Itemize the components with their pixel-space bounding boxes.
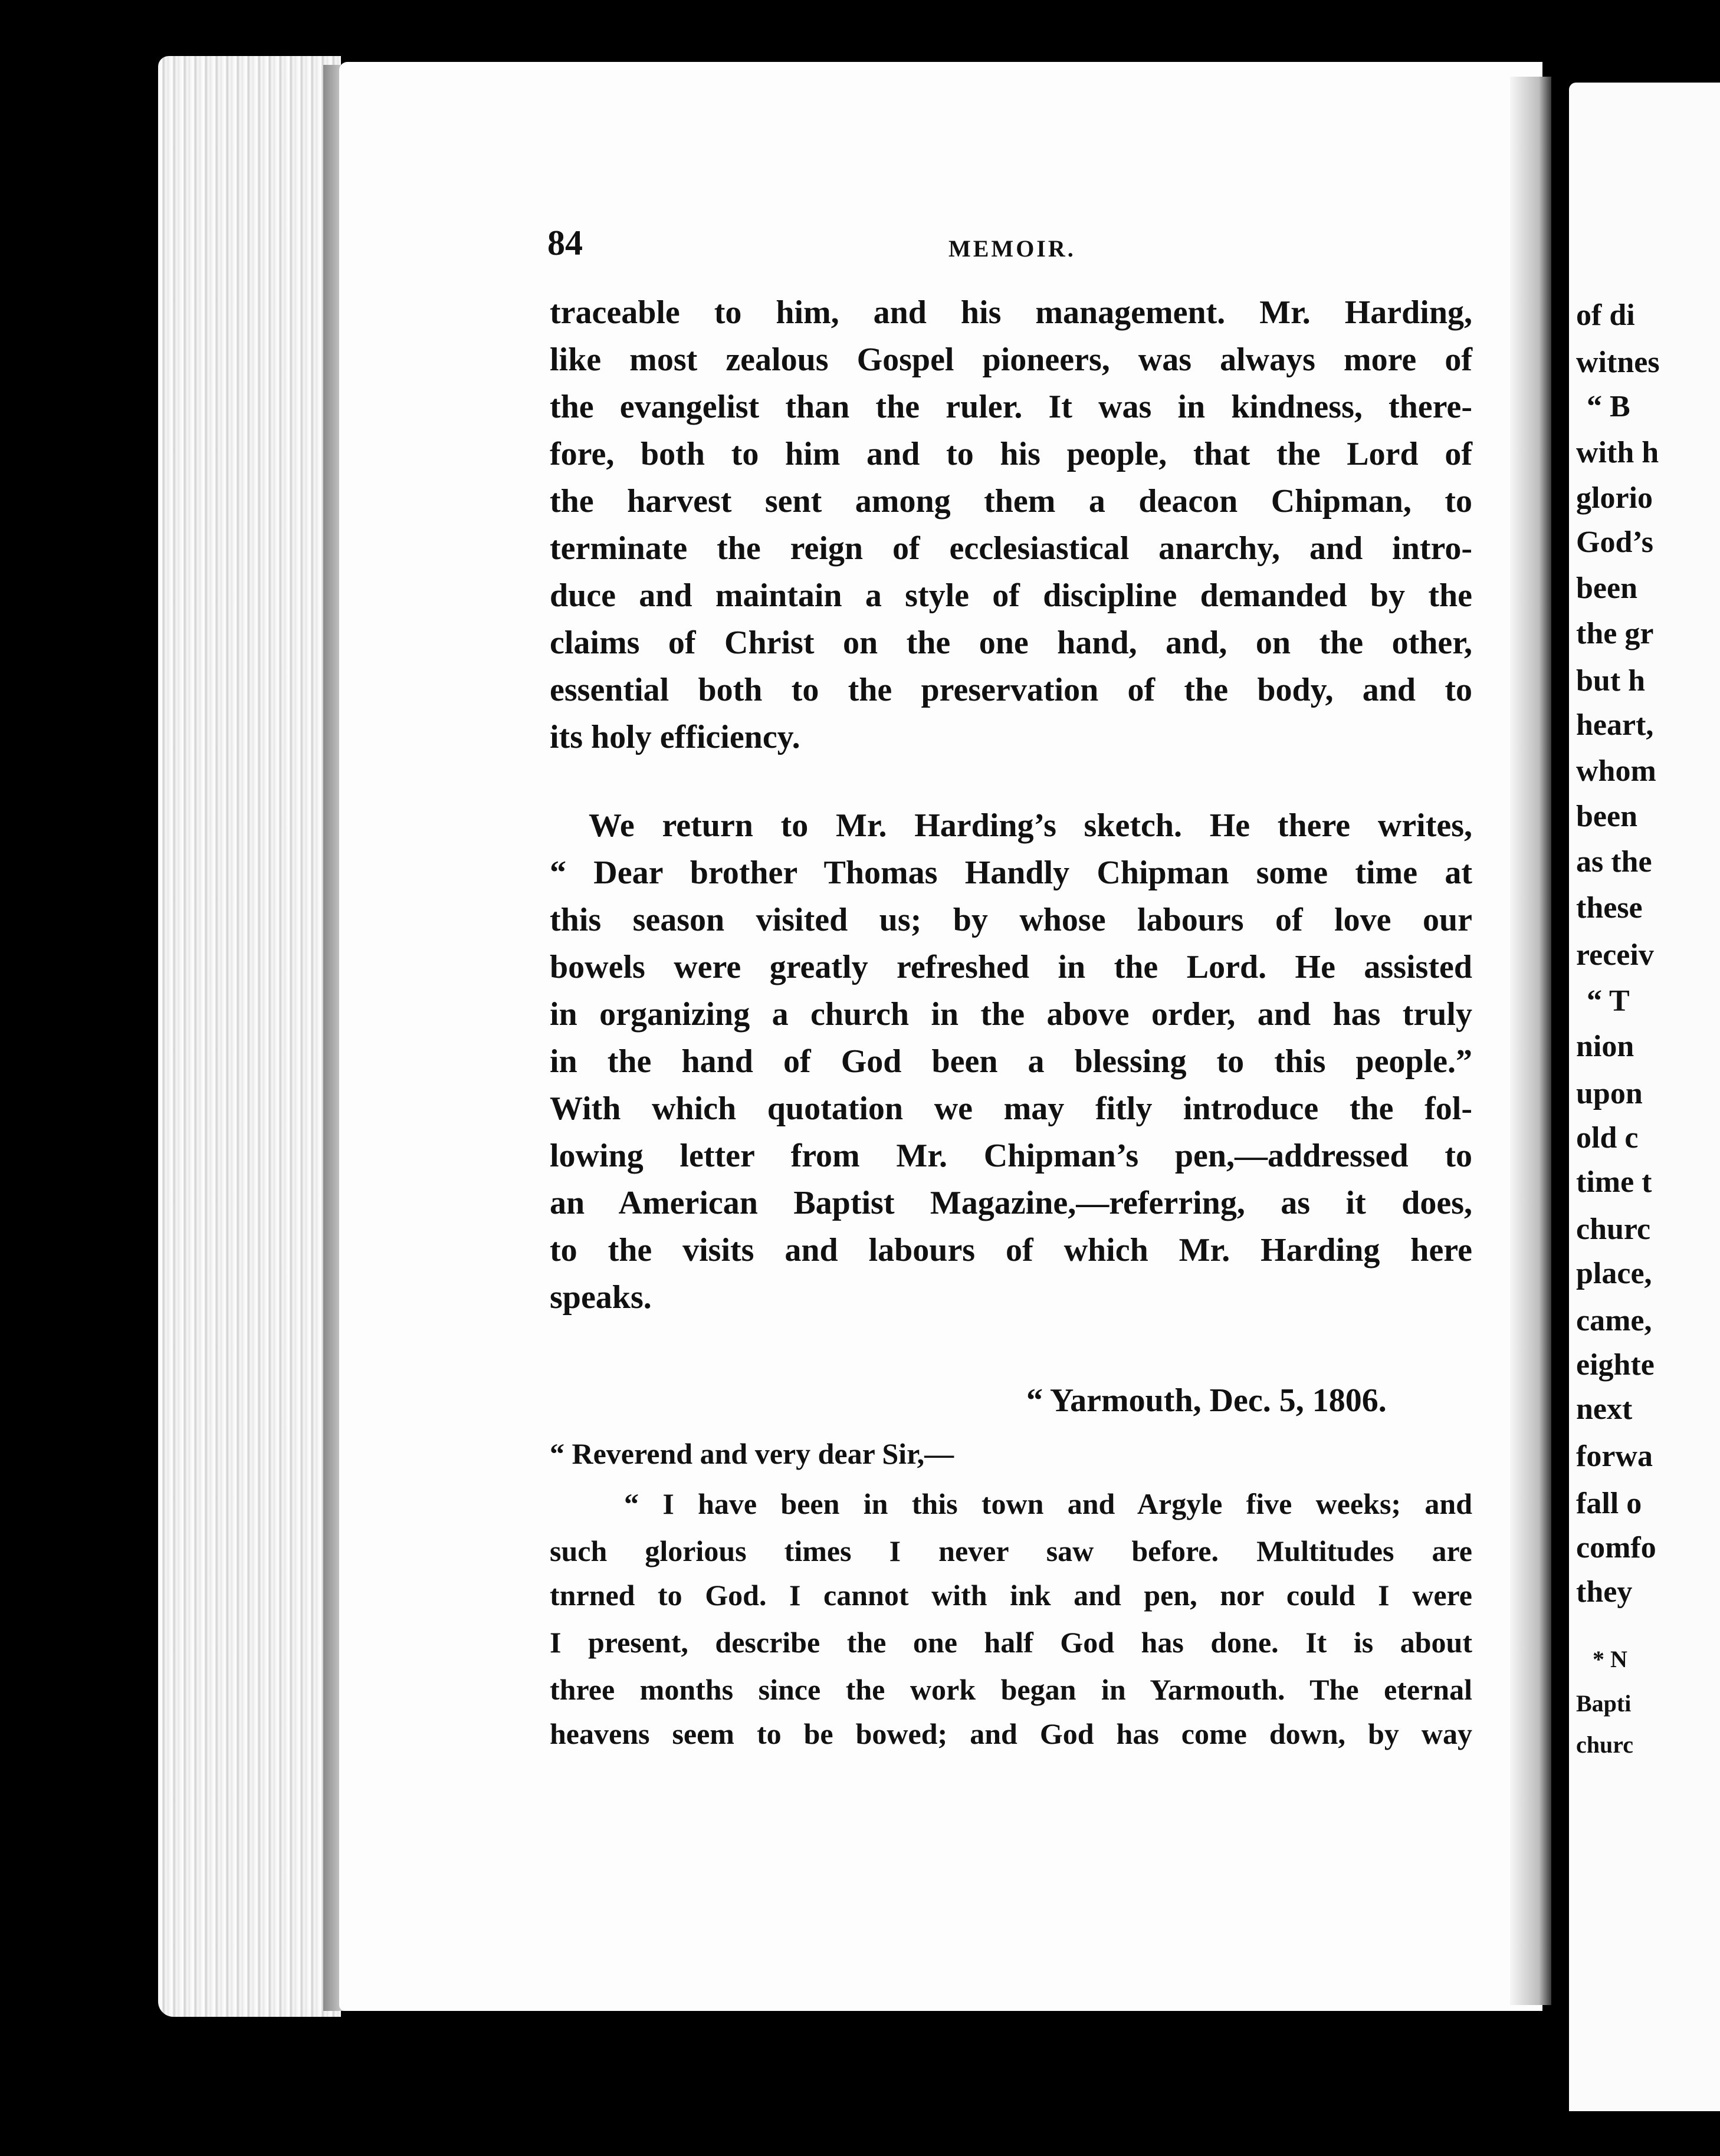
text-line: terminate the reign of ecclesiastical anarchy, and intro-: [550, 530, 1472, 567]
text-line: duce and maintain a style of discipline demanded by the: [550, 577, 1472, 614]
facing-page-line: came,: [1576, 1304, 1652, 1337]
facing-page-line: churc: [1576, 1212, 1651, 1246]
page-number: 84: [547, 224, 583, 262]
letter-line: heavens seem to be bowed; and God has come down, by way: [550, 1717, 1472, 1750]
facing-page-line: whom: [1576, 754, 1656, 788]
facing-page-line: “ B: [1587, 390, 1630, 423]
page-gutter: [1510, 77, 1551, 2005]
letter-line: tnrned to God. I cannot with ink and pen, nor could I were: [550, 1579, 1472, 1612]
facing-page-line: eighte: [1576, 1348, 1655, 1382]
text-line: speaks.: [550, 1279, 652, 1316]
text-line: With which quotation we may fitly introduce the fol-: [550, 1090, 1472, 1127]
facing-page-line: glorio: [1576, 481, 1653, 515]
letter-salutation: “ Reverend and very dear Sir,—: [550, 1437, 954, 1470]
text-line: essential both to the preservation of the body, and to: [550, 672, 1472, 708]
facing-page-line: comfo: [1576, 1531, 1656, 1565]
facing-page-line: receiv: [1576, 938, 1654, 972]
facing-page-line: but h: [1576, 664, 1646, 698]
text-line: bowels were greatly refreshed in the Lord. He assisted: [550, 949, 1472, 985]
facing-page-line: time t: [1576, 1165, 1652, 1199]
facing-page-line: God’s: [1576, 525, 1653, 559]
text-line: in organizing a church in the above order, and has truly: [550, 996, 1472, 1033]
facing-page-line: witnes: [1576, 346, 1660, 379]
facing-page-line: “ T: [1587, 984, 1630, 1018]
text-line: this season visited us; by whose labours of love our: [550, 902, 1472, 938]
text-line: We return to Mr. Harding’s sketch. He there writes,: [589, 807, 1472, 844]
letter-line: “ I have been in this town and Argyle five weeks; and: [624, 1487, 1472, 1520]
text-line: to the visits and labours of which Mr. Harding here: [550, 1232, 1472, 1268]
facing-page-line: as the: [1576, 845, 1652, 879]
text-line: claims of Christ on the one hand, and, on the other,: [550, 625, 1472, 661]
text-line: an American Baptist Magazine,—referring, as it does,: [550, 1185, 1472, 1221]
text-line: “ Dear brother Thomas Handly Chipman some time at: [550, 854, 1472, 891]
text-line: lowing letter from Mr. Chipman’s pen,—addressed to: [550, 1138, 1472, 1174]
letter-line: three months since the work began in Yarmouth. The eternal: [550, 1673, 1472, 1706]
facing-page-line: fall o: [1576, 1487, 1642, 1520]
facing-page-line: of di: [1576, 298, 1635, 332]
facing-page-line: the gr: [1576, 617, 1654, 650]
facing-page-line: heart,: [1576, 708, 1654, 742]
text-line: like most zealous Gospel pioneers, was always more of: [550, 341, 1472, 378]
facing-page-line: with h: [1576, 436, 1659, 469]
facing-page-line: upon: [1576, 1077, 1643, 1110]
text-line: its holy efficiency.: [550, 719, 800, 755]
text-line: traceable to him, and his management. Mr. Harding,: [550, 294, 1472, 331]
facing-page-footnote: churc: [1576, 1731, 1634, 1758]
facing-page-footnote: * N: [1593, 1646, 1627, 1672]
running-title: MEMOIR.: [948, 235, 1076, 262]
text-line: in the hand of God been a blessing to this people.”: [550, 1043, 1472, 1080]
facing-page-line: next: [1576, 1392, 1633, 1426]
text-line: the evangelist than the ruler. It was in kindness, there-: [550, 389, 1472, 425]
facing-page-line: they: [1576, 1575, 1633, 1609]
facing-page-line: forwa: [1576, 1439, 1653, 1473]
facing-page-line: these: [1576, 891, 1643, 925]
letter-dateline: “ Yarmouth, Dec. 5, 1806.: [1026, 1382, 1387, 1419]
facing-page-footnote: Bapti: [1576, 1690, 1632, 1717]
facing-page-line: been: [1576, 571, 1637, 605]
text-line: the harvest sent among them a deacon Chipman, to: [550, 483, 1472, 520]
letter-line: I present, describe the one half God has done. It is about: [550, 1626, 1472, 1659]
facing-page-line: place,: [1576, 1257, 1652, 1290]
letter-line: such glorious times I never saw before. Multitudes are: [550, 1534, 1472, 1567]
facing-page-line: old c: [1576, 1121, 1639, 1155]
page-edge-stack: [158, 56, 341, 2017]
facing-page-line: been: [1576, 800, 1637, 833]
text-line: fore, both to him and to his people, that the Lord of: [550, 436, 1472, 472]
facing-page-line: nion: [1576, 1030, 1634, 1063]
